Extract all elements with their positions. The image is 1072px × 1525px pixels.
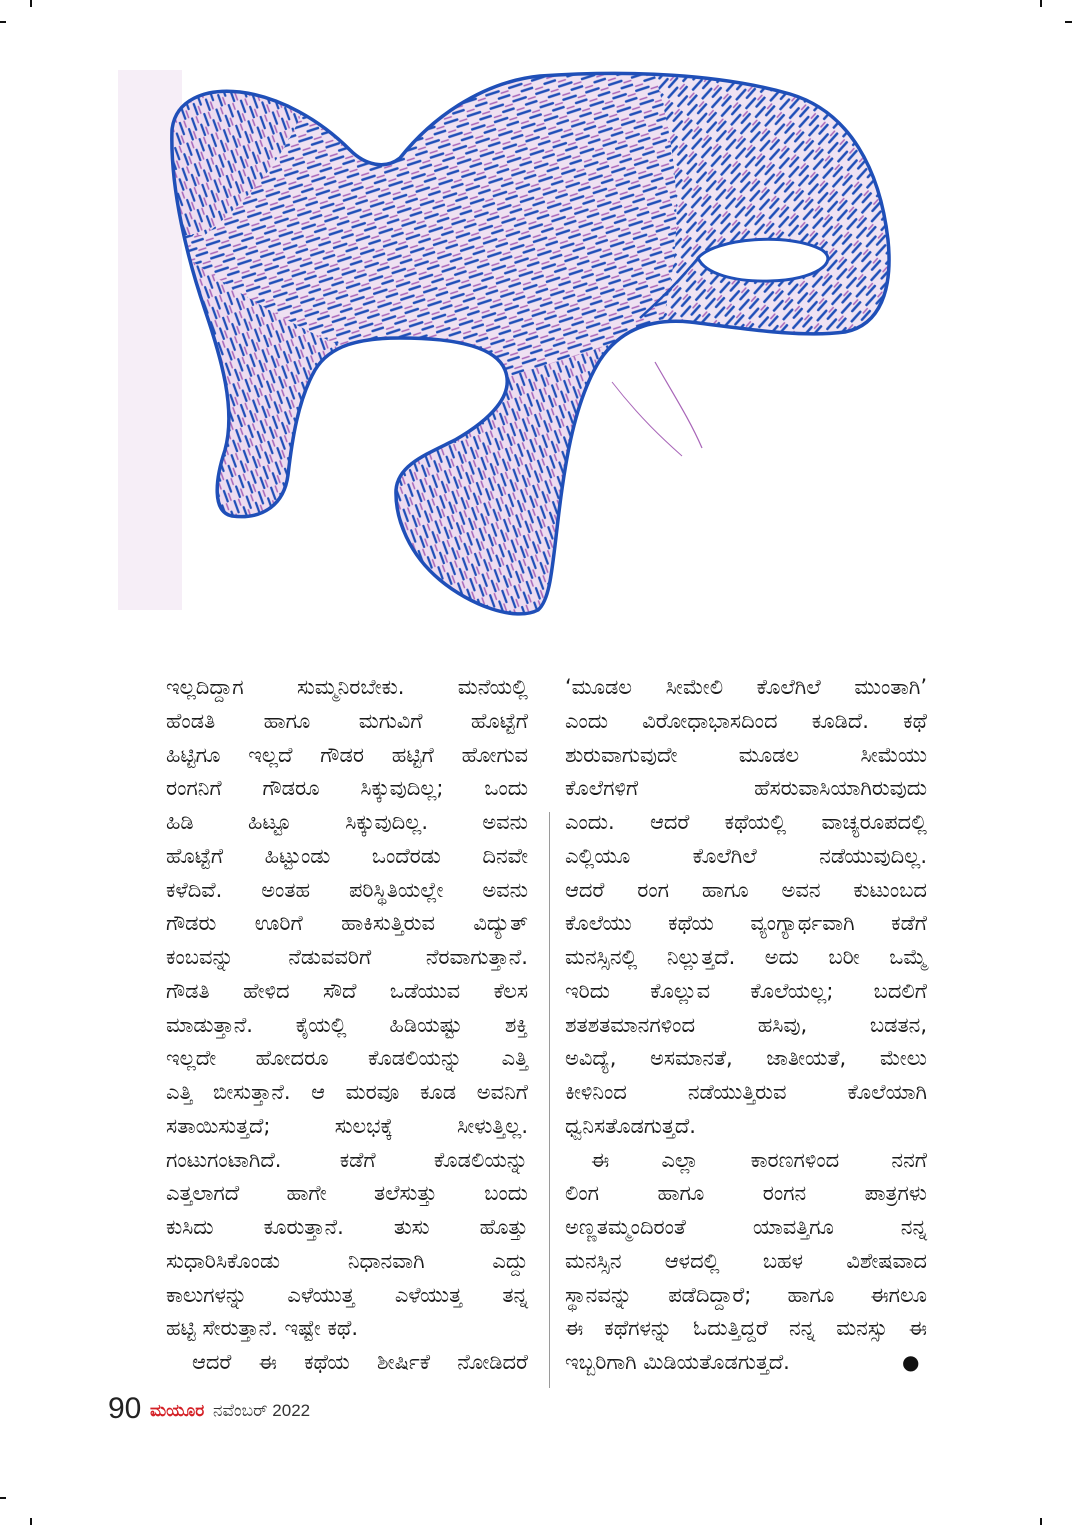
drawing-right-leg-hatching [380,335,640,640]
text-line: ಸುಧಾರಿಸಿಕೊಂಡು ನಿಧಾನವಾಗಿ ಎದ್ದು [166,1248,528,1273]
crop-mark [1040,1518,1042,1525]
text-line: ಆದರೆ ಈ ಕಥೆಯ ಶೀರ್ಷಿಕೆ ನೋಡಿದರೆ [192,1350,528,1374]
drawing-stray-line [655,362,702,448]
text-line: ಕಳೆದಿವೆ. ಅಂತಹ ಪರಿಸ್ಥಿತಿಯಲ್ಲೇ ಅವನು [166,877,528,902]
text-line: ಗಂಟುಗಂಟಾಗಿದೆ. ಕಡೆಗೆ ಕೊಡಲಿಯನ್ನು [166,1147,528,1172]
magazine-logo: ಮಯೂರ [150,1401,205,1421]
drawing-tail-hatching [650,60,920,360]
text-line: ಗೌಡತಿ ಹೇಳಿದ ಸೌದೆ ಒಡೆಯುವ ಕೆಲಸ [166,978,528,1003]
text-line: ಎಂದು. ಆದರೆ ಕಥೆಯಲ್ಲಿ ವಾಚ್ಯರೂಪದಲ್ಲಿ [565,810,927,834]
text-line: ಎತ್ತಿ ಬೀಸುತ್ತಾನೆ. ಆ ಮರವೂ ಕೂಡ ಅವನಿಗೆ [166,1080,528,1104]
text-line: ಹಿಟ್ಟಿಗೂ ಇಲ್ಲದೆ ಗೌಡರ ಹಟ್ಟಿಗೆ ಹೋಗುವ [166,742,528,767]
text-line: ಹಿಡಿ ಹಿಟ್ಟೂ ಸಿಕ್ಕುವುದಿಲ್ಲ. ಅವನು [166,810,528,834]
text-line: ಕೊಲೆಗಳಿಗೆ ಹೆಸರುವಾಸಿಯಾಗಿರುವುದು [565,776,927,801]
crop-mark [0,1497,6,1499]
text-line: ರಂಗನಿಗೆ ಗೌಡರೂ ಸಿಕ್ಕುವುದಿಲ್ಲ; ಒಂದು [166,776,528,801]
text-line: ಕುಸಿದು ಕೂರುತ್ತಾನೆ. ತುಸು ಹೊತ್ತು [166,1215,528,1239]
text-line: ಲಿಂಗ ಹಾಗೂ ರಂಗನ ಪಾತ್ರಗಳು [565,1181,927,1206]
text-line: ಸತಾಯಿಸುತ್ತದೆ; ಸುಲಭಕ್ಕೆ ಸೀಳುತ್ತಿಲ್ಲ. [166,1113,528,1138]
text-line: ಸ್ಥಾನವನ್ನು ಪಡೆದಿದ್ದಾರೆ; ಹಾಗೂ ಈಗಲೂ [565,1282,927,1307]
text-line: ಆದರೆ ರಂಗ ಹಾಗೂ ಅವನ ಕುಟುಂಬದ [565,877,927,902]
text-line: ಕಾಲುಗಳನ್ನು ಎಳೆಯುತ್ತ ಎಳೆಯುತ್ತ ತನ್ನ [166,1282,528,1307]
text-line: ಧ್ವನಿಸತೊಡಗುತ್ತದೆ. [565,1113,696,1138]
text-line: ಮನಸ್ಸಿನ ಆಳದಲ್ಲಿ ಬಹಳ ವಿಶೇಷವಾದ [565,1248,927,1273]
text-line: ಎಂದು ವಿರೋಧಾಭಾಸದಿಂದ ಕೂಡಿದೆ. ಕಥೆ [565,708,927,733]
text-line: ಮಾಡುತ್ತಾನೆ. ಕೈಯಲ್ಲಿ ಹಿಡಿಯಷ್ಟು ಶಕ್ತಿ [166,1012,528,1037]
text-line: ಗೌಡರು ಊರಿಗೆ ಹಾಕಿಸುತ್ತಿರುವ ವಿದ್ಯುತ್ [166,911,528,936]
text-line: ಶತಶತಮಾನಗಳಿಂದ ಹಸಿವು, ಬಡತನ, [565,1012,927,1037]
text-line: ಅಣ್ಣತಮ್ಮಂದಿರಂತೆ ಯಾವತ್ತಿಗೂ ನನ್ನ [565,1215,927,1239]
drawing-tail-loop-hole [698,239,828,281]
text-line: ಮನಸ್ಸಿನಲ್ಲಿ ನಿಲ್ಲುತ್ತದೆ. ಅದು ಬರೀ ಒಮ್ಮೆ [565,945,927,969]
drawing-stray-line [612,382,682,456]
paragraph [565,1144,927,1380]
text-line: ಇರಿದು ಕೊಲ್ಲುವ ಕೊಲೆಯಲ್ಲ; ಬದಲಿಗೆ [565,978,927,1003]
text-line: ಎತ್ತಲಾಗದೆ ಹಾಗೇ ತಲೆಸುತ್ತು ಬಂದು [166,1181,528,1206]
text-line: ಹೆಂಡತಿ ಹಾಗೂ ಮಗುವಿಗೆ ಹೊಟ್ಟೆಗೆ [166,708,528,733]
text-column-right [565,671,927,1380]
text-line: ಎಲ್ಲಿಯೂ ಕೊಲೆಗಿಲೆ ನಡೆಯುವುದಿಲ್ಲ. [565,843,927,868]
text-line: ‘ಮೂಡಲ ಸೀಮೇಲಿ ಕೊಲೆಗಿಲೆ ಮುಂತಾಗಿ’ [565,675,927,699]
text-line: ಶುರುವಾಗುವುದೇ ಮೂಡಲ ಸೀಮೆಯು [565,742,927,767]
issue-date: ನವೆಂಬರ್ 2022 [213,1401,311,1420]
text-line: ಕೊಲೆಯು ಕಥೆಯ ವ್ಯಂಗ್ಯಾರ್ಥವಾಗಿ ಕಡೆಗೆ [565,911,927,936]
text-line: ಹೊಟ್ಟೆಗೆ ಹಿಟ್ಟುಂಡು ಒಂದೆರಡು ದಿನವೇ [166,843,528,868]
text-column-left [166,671,528,1380]
text-line: ಹಟ್ಟಿ ಸೇರುತ್ತಾನೆ. ಇಷ್ಟೇ ಕಥೆ. [166,1316,359,1341]
text-line: ಇಬ್ಬರಿಗಾಗಿ ಮಿಡಿಯತೊಡಗುತ್ತದೆ. [565,1350,790,1374]
crop-mark [30,1518,32,1525]
article-end-mark: ● [902,1350,920,1374]
text-line: ಕಂಬವನ್ನು ನೆಡುವವರಿಗೆ ನೆರವಾಗುತ್ತಾನೆ. [166,945,528,969]
text-line: ಇಲ್ಲದೇ ಹೋದರೂ ಕೊಡಲಿಯನ್ನು ಎತ್ತಿ [166,1046,528,1071]
text-line: ಈ ಕಥೆಗಳನ್ನು ಓದುತ್ತಿದ್ದರೆ ನನ್ನ ಮನಸ್ಸು ಈ [565,1316,927,1341]
paragraph [565,671,927,1144]
text-line: ಈ ಎಲ್ಲಾ ಕಾರಣಗಳಿಂದ ನನಗೆ [591,1147,927,1172]
text-line: ಅವಿದ್ಯೆ, ಅಸಮಾನತೆ, ಜಾತೀಯತೆ, ಮೇಲು [565,1046,927,1071]
paragraph [166,1346,528,1380]
paragraph [166,671,528,1346]
ink-drawing-illustration [0,0,1072,650]
page-number: 90 [108,1392,142,1425]
column-divider [549,812,550,1388]
text-line: ಕೀಳಿನಿಂದ ನಡೆಯುತ್ತಿರುವ ಕೊಲೆಯಾಗಿ [565,1080,927,1104]
text-line: ಇಲ್ಲದಿದ್ದಾಗ ಸುಮ್ಮನಿರಬೇಕು. ಮನೆಯಲ್ಲಿ [166,675,528,699]
